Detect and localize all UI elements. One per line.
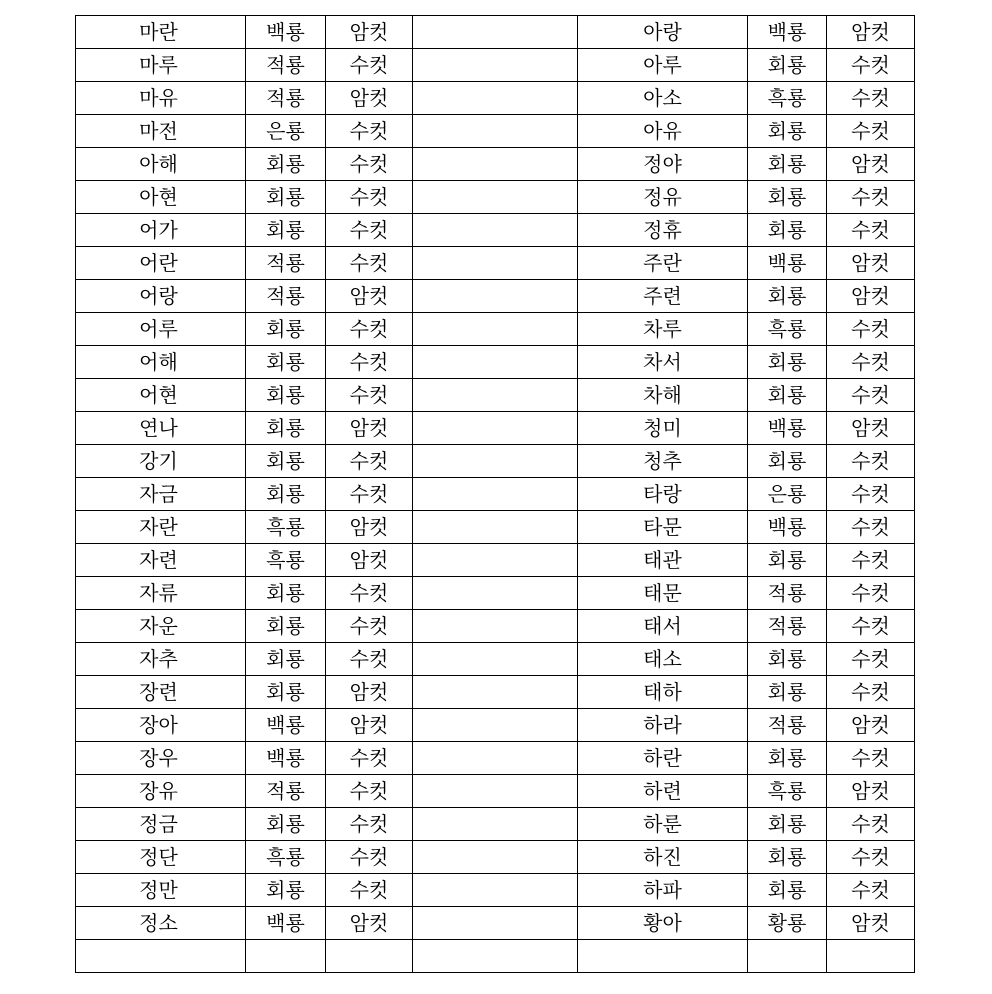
spacer-cell: [413, 412, 578, 445]
left-name-cell: 어란: [76, 247, 246, 280]
right-sex-cell: 암컷: [827, 907, 915, 940]
left-name-cell: 정단: [76, 841, 246, 874]
right-name-cell: 하파: [578, 874, 748, 907]
right-type-cell: 회룡: [748, 280, 827, 313]
left-name-cell: 아현: [76, 181, 246, 214]
left-type-cell: 은룡: [246, 115, 326, 148]
spacer-cell: [413, 247, 578, 280]
right-type-cell: 흑룡: [748, 775, 827, 808]
right-type-cell: 회룡: [748, 181, 827, 214]
right-name-cell: 태하: [578, 676, 748, 709]
right-sex-cell: 수컷: [827, 643, 915, 676]
right-sex-cell: 수컷: [827, 115, 915, 148]
left-sex-cell: 수컷: [326, 874, 413, 907]
table-row: [76, 181, 915, 214]
left-name-cell: 정소: [76, 907, 246, 940]
left-type-cell: 회룡: [246, 874, 326, 907]
right-name-cell: 태문: [578, 577, 748, 610]
right-type-cell: 적룡: [748, 577, 827, 610]
empty-cell: [827, 940, 915, 973]
right-type-cell: 회룡: [748, 841, 827, 874]
spacer-cell: [413, 148, 578, 181]
table-row: [76, 907, 915, 940]
left-type-cell: 회룡: [246, 577, 326, 610]
spacer-cell: [413, 82, 578, 115]
right-sex-cell: 수컷: [827, 742, 915, 775]
left-sex-cell: 수컷: [326, 181, 413, 214]
right-sex-cell: 수컷: [827, 49, 915, 82]
left-type-cell: 회룡: [246, 346, 326, 379]
right-sex-cell: 수컷: [827, 676, 915, 709]
left-type-cell: 적룡: [246, 775, 326, 808]
right-name-cell: 정유: [578, 181, 748, 214]
empty-cell: [76, 940, 246, 973]
spacer-cell: [413, 709, 578, 742]
left-sex-cell: 암컷: [326, 511, 413, 544]
spacer-cell: [413, 643, 578, 676]
left-type-cell: 회룡: [246, 181, 326, 214]
left-sex-cell: 암컷: [326, 82, 413, 115]
right-name-cell: 태관: [578, 544, 748, 577]
left-sex-cell: 수컷: [326, 115, 413, 148]
right-sex-cell: 수컷: [827, 577, 915, 610]
table-row: [76, 115, 915, 148]
right-name-cell: 주란: [578, 247, 748, 280]
right-name-cell: 주련: [578, 280, 748, 313]
left-name-cell: 장아: [76, 709, 246, 742]
table-row: [76, 544, 915, 577]
left-sex-cell: 수컷: [326, 346, 413, 379]
left-name-cell: 자운: [76, 610, 246, 643]
right-sex-cell: 수컷: [827, 808, 915, 841]
left-sex-cell: 수컷: [326, 742, 413, 775]
table-row: [76, 148, 915, 181]
table-row: [76, 346, 915, 379]
spacer-cell: [413, 907, 578, 940]
right-name-cell: 태소: [578, 643, 748, 676]
left-type-cell: 적룡: [246, 49, 326, 82]
table-body: [76, 16, 915, 973]
table-row: [76, 478, 915, 511]
table-row: [76, 16, 915, 49]
right-type-cell: 회룡: [748, 445, 827, 478]
right-name-cell: 차루: [578, 313, 748, 346]
left-name-cell: 자금: [76, 478, 246, 511]
table-row: [76, 841, 915, 874]
right-type-cell: 백룡: [748, 16, 827, 49]
spacer-cell: [413, 181, 578, 214]
table-row: [76, 412, 915, 445]
spacer-cell: [413, 577, 578, 610]
right-sex-cell: 수컷: [827, 181, 915, 214]
empty-cell: [413, 940, 578, 973]
right-sex-cell: 수컷: [827, 874, 915, 907]
left-sex-cell: 수컷: [326, 379, 413, 412]
left-type-cell: 백룡: [246, 709, 326, 742]
left-name-cell: 자추: [76, 643, 246, 676]
spacer-cell: [413, 775, 578, 808]
left-name-cell: 어해: [76, 346, 246, 379]
table-row: [76, 247, 915, 280]
table-row: [76, 643, 915, 676]
table-row: [76, 742, 915, 775]
right-name-cell: 차서: [578, 346, 748, 379]
spacer-cell: [413, 676, 578, 709]
right-sex-cell: 암컷: [827, 280, 915, 313]
table-row: [76, 808, 915, 841]
left-type-cell: 회룡: [246, 412, 326, 445]
right-sex-cell: 수컷: [827, 610, 915, 643]
left-sex-cell: 수컷: [326, 49, 413, 82]
right-sex-cell: 암컷: [827, 148, 915, 181]
spacer-cell: [413, 280, 578, 313]
table-row: [76, 709, 915, 742]
left-type-cell: 흑룡: [246, 544, 326, 577]
right-name-cell: 아유: [578, 115, 748, 148]
spacer-cell: [413, 445, 578, 478]
spacer-cell: [413, 841, 578, 874]
table-row: [76, 214, 915, 247]
empty-cell: [246, 940, 326, 973]
right-type-cell: 회룡: [748, 544, 827, 577]
right-name-cell: 정휴: [578, 214, 748, 247]
spacer-cell: [413, 511, 578, 544]
right-name-cell: 차해: [578, 379, 748, 412]
right-type-cell: 적룡: [748, 610, 827, 643]
right-sex-cell: 암컷: [827, 775, 915, 808]
right-sex-cell: 수컷: [827, 511, 915, 544]
left-sex-cell: 수컷: [326, 313, 413, 346]
right-type-cell: 황룡: [748, 907, 827, 940]
spacer-cell: [413, 16, 578, 49]
left-type-cell: 회룡: [246, 808, 326, 841]
spacer-cell: [413, 478, 578, 511]
right-name-cell: 아랑: [578, 16, 748, 49]
left-sex-cell: 암컷: [326, 16, 413, 49]
right-type-cell: 회룡: [748, 874, 827, 907]
right-type-cell: 회룡: [748, 115, 827, 148]
right-type-cell: 은룡: [748, 478, 827, 511]
spacer-cell: [413, 115, 578, 148]
right-sex-cell: 수컷: [827, 478, 915, 511]
table-row: [76, 610, 915, 643]
right-type-cell: 백룡: [748, 511, 827, 544]
right-name-cell: 아소: [578, 82, 748, 115]
left-name-cell: 장우: [76, 742, 246, 775]
left-sex-cell: 수컷: [326, 445, 413, 478]
right-sex-cell: 수컷: [827, 841, 915, 874]
left-type-cell: 회룡: [246, 214, 326, 247]
left-sex-cell: 수컷: [326, 478, 413, 511]
left-name-cell: 마전: [76, 115, 246, 148]
left-name-cell: 어루: [76, 313, 246, 346]
left-sex-cell: 수컷: [326, 643, 413, 676]
left-name-cell: 어랑: [76, 280, 246, 313]
left-name-cell: 마유: [76, 82, 246, 115]
left-name-cell: 마루: [76, 49, 246, 82]
spacer-cell: [413, 808, 578, 841]
right-sex-cell: 수컷: [827, 214, 915, 247]
left-name-cell: 장유: [76, 775, 246, 808]
right-name-cell: 태서: [578, 610, 748, 643]
left-name-cell: 장련: [76, 676, 246, 709]
table-row: [76, 577, 915, 610]
right-type-cell: 회룡: [748, 148, 827, 181]
left-sex-cell: 암컷: [326, 907, 413, 940]
left-type-cell: 회룡: [246, 610, 326, 643]
left-type-cell: 적룡: [246, 82, 326, 115]
left-sex-cell: 수컷: [326, 577, 413, 610]
table-row: [76, 445, 915, 478]
right-sex-cell: 수컷: [827, 82, 915, 115]
right-name-cell: 타문: [578, 511, 748, 544]
right-name-cell: 타랑: [578, 478, 748, 511]
right-sex-cell: 암컷: [827, 412, 915, 445]
left-type-cell: 흑룡: [246, 841, 326, 874]
left-sex-cell: 수컷: [326, 841, 413, 874]
dragon-roster-table: [75, 15, 915, 973]
left-type-cell: 회룡: [246, 313, 326, 346]
spacer-cell: [413, 214, 578, 247]
left-sex-cell: 수컷: [326, 610, 413, 643]
left-name-cell: 강기: [76, 445, 246, 478]
left-type-cell: 흑룡: [246, 511, 326, 544]
right-name-cell: 청추: [578, 445, 748, 478]
right-name-cell: 하라: [578, 709, 748, 742]
table-row: [76, 313, 915, 346]
left-name-cell: 자란: [76, 511, 246, 544]
spacer-cell: [413, 379, 578, 412]
left-sex-cell: 암컷: [326, 544, 413, 577]
right-type-cell: 회룡: [748, 643, 827, 676]
left-sex-cell: 수컷: [326, 247, 413, 280]
left-sex-cell: 수컷: [326, 148, 413, 181]
spacer-cell: [413, 313, 578, 346]
right-sex-cell: 수컷: [827, 346, 915, 379]
left-sex-cell: 암컷: [326, 412, 413, 445]
left-type-cell: 회룡: [246, 676, 326, 709]
right-sex-cell: 암컷: [827, 16, 915, 49]
table-row: [76, 676, 915, 709]
left-type-cell: 회룡: [246, 379, 326, 412]
left-type-cell: 회룡: [246, 445, 326, 478]
left-type-cell: 회룡: [246, 148, 326, 181]
right-type-cell: 회룡: [748, 808, 827, 841]
spacer-cell: [413, 610, 578, 643]
left-type-cell: 회룡: [246, 478, 326, 511]
right-name-cell: 하련: [578, 775, 748, 808]
right-name-cell: 하란: [578, 742, 748, 775]
left-name-cell: 어현: [76, 379, 246, 412]
right-type-cell: 회룡: [748, 214, 827, 247]
table-row: [76, 874, 915, 907]
spacer-cell: [413, 742, 578, 775]
right-type-cell: 회룡: [748, 49, 827, 82]
left-sex-cell: 암컷: [326, 280, 413, 313]
right-name-cell: 하진: [578, 841, 748, 874]
left-name-cell: 아해: [76, 148, 246, 181]
right-name-cell: 정야: [578, 148, 748, 181]
table-row: [76, 379, 915, 412]
table-row: [76, 49, 915, 82]
left-sex-cell: 수컷: [326, 214, 413, 247]
right-sex-cell: 수컷: [827, 379, 915, 412]
table-row: [76, 280, 915, 313]
left-type-cell: 백룡: [246, 16, 326, 49]
right-type-cell: 백룡: [748, 412, 827, 445]
left-type-cell: 적룡: [246, 247, 326, 280]
spacer-cell: [413, 49, 578, 82]
left-sex-cell: 수컷: [326, 808, 413, 841]
left-sex-cell: 암컷: [326, 676, 413, 709]
spacer-cell: [413, 874, 578, 907]
right-type-cell: 흑룡: [748, 82, 827, 115]
left-sex-cell: 암컷: [326, 709, 413, 742]
left-sex-cell: 수컷: [326, 775, 413, 808]
left-name-cell: 자련: [76, 544, 246, 577]
right-type-cell: 흑룡: [748, 313, 827, 346]
spacer-cell: [413, 544, 578, 577]
right-sex-cell: 암컷: [827, 247, 915, 280]
left-name-cell: 정금: [76, 808, 246, 841]
left-name-cell: 어가: [76, 214, 246, 247]
right-sex-cell: 수컷: [827, 313, 915, 346]
right-name-cell: 황아: [578, 907, 748, 940]
left-type-cell: 백룡: [246, 742, 326, 775]
left-name-cell: 마란: [76, 16, 246, 49]
right-name-cell: 아루: [578, 49, 748, 82]
right-name-cell: 청미: [578, 412, 748, 445]
left-name-cell: 자류: [76, 577, 246, 610]
empty-cell: [326, 940, 413, 973]
left-type-cell: 백룡: [246, 907, 326, 940]
right-type-cell: 회룡: [748, 379, 827, 412]
spacer-cell: [413, 346, 578, 379]
left-name-cell: 연나: [76, 412, 246, 445]
right-type-cell: 백룡: [748, 247, 827, 280]
right-name-cell: 하룬: [578, 808, 748, 841]
right-type-cell: 회룡: [748, 346, 827, 379]
right-type-cell: 회룡: [748, 742, 827, 775]
empty-cell: [748, 940, 827, 973]
right-type-cell: 적룡: [748, 709, 827, 742]
empty-cell: [578, 940, 748, 973]
left-type-cell: 적룡: [246, 280, 326, 313]
table-row: [76, 775, 915, 808]
table-row: [76, 511, 915, 544]
left-type-cell: 회룡: [246, 643, 326, 676]
empty-row: [76, 940, 915, 973]
right-sex-cell: 수컷: [827, 544, 915, 577]
right-sex-cell: 수컷: [827, 445, 915, 478]
table-row: [76, 82, 915, 115]
left-name-cell: 정만: [76, 874, 246, 907]
right-sex-cell: 암컷: [827, 709, 915, 742]
right-type-cell: 회룡: [748, 676, 827, 709]
